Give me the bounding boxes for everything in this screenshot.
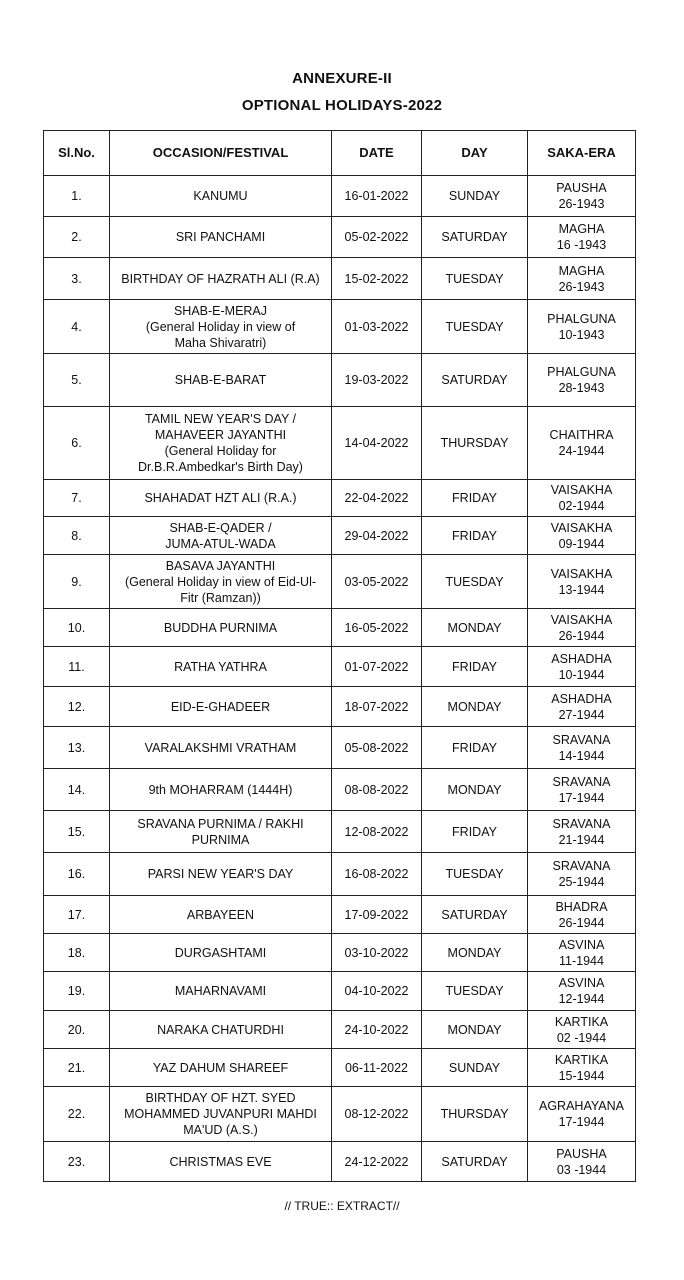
row-day: SATURDAY (422, 896, 528, 934)
row-slno: 2. (44, 217, 110, 258)
row-occasion: 9th MOHARRAM (1444H) (110, 769, 332, 811)
row-occasion: KANUMU (110, 176, 332, 217)
table-row (44, 1087, 636, 1142)
row-saka-era: BHADRA 26-1944 (528, 896, 636, 934)
row-occasion: BIRTHDAY OF HAZRATH ALI (R.A) (110, 258, 332, 300)
row-occasion: SHAB-E-QADER / JUMA-ATUL-WADA (110, 517, 332, 555)
table-row (44, 217, 636, 258)
row-slno: 3. (44, 258, 110, 300)
table-row (44, 609, 636, 647)
row-occasion: BIRTHDAY OF HZT. SYED MOHAMMED JUVANPURI MAHDI MA'UD (A.S.) (110, 1087, 332, 1142)
row-saka-era: VAISAKHA 02-1944 (528, 480, 636, 517)
table-row (44, 176, 636, 217)
row-day: SATURDAY (422, 1142, 528, 1182)
row-day: FRIDAY (422, 647, 528, 687)
row-day: MONDAY (422, 934, 528, 972)
document-title: ANNEXURE-II (292, 70, 392, 87)
row-day: SUNDAY (422, 1049, 528, 1087)
row-slno: 10. (44, 609, 110, 647)
row-slno: 16. (44, 853, 110, 896)
row-saka-era: KARTIKA 15-1944 (528, 1049, 636, 1087)
row-slno: 21. (44, 1049, 110, 1087)
row-date: 15-02-2022 (332, 258, 422, 300)
column-header-saka-era: SAKA-ERA (528, 131, 636, 176)
row-occasion: TAMIL NEW YEAR'S DAY / MAHAVEER JAYANTHI (General Holiday for Dr.B.R.Ambedkar's Birth Day) (110, 407, 332, 480)
row-date: 17-09-2022 (332, 896, 422, 934)
row-saka-era: ASVINA 12-1944 (528, 972, 636, 1011)
holidays-table (43, 130, 636, 1182)
row-slno: 20. (44, 1011, 110, 1049)
table-row (44, 811, 636, 853)
row-occasion: PARSI NEW YEAR'S DAY (110, 853, 332, 896)
row-day: TUESDAY (422, 258, 528, 300)
row-occasion: SRI PANCHAMI (110, 217, 332, 258)
row-saka-era: PAUSHA 03 -1944 (528, 1142, 636, 1182)
row-date: 05-08-2022 (332, 727, 422, 769)
row-date: 16-08-2022 (332, 853, 422, 896)
row-saka-era: SRAVANA 21-1944 (528, 811, 636, 853)
table-row (44, 896, 636, 934)
row-date: 16-01-2022 (332, 176, 422, 217)
row-saka-era: PAUSHA 26-1943 (528, 176, 636, 217)
column-header-slno: Sl.No. (44, 131, 110, 176)
table-row (44, 1142, 636, 1182)
row-slno: 17. (44, 896, 110, 934)
row-slno: 12. (44, 687, 110, 727)
column-header-date: DATE (332, 131, 422, 176)
row-occasion: SHAHADAT HZT ALI (R.A.) (110, 480, 332, 517)
table-row (44, 300, 636, 354)
row-occasion: MAHARNAVAMI (110, 972, 332, 1011)
row-day: FRIDAY (422, 727, 528, 769)
row-saka-era: MAGHA 26-1943 (528, 258, 636, 300)
row-saka-era: VAISAKHA 26-1944 (528, 609, 636, 647)
row-day: MONDAY (422, 1011, 528, 1049)
table-row (44, 934, 636, 972)
row-day: TUESDAY (422, 853, 528, 896)
table-header-row (44, 131, 636, 176)
row-day: FRIDAY (422, 811, 528, 853)
table-row (44, 555, 636, 609)
row-slno: 22. (44, 1087, 110, 1142)
row-date: 18-07-2022 (332, 687, 422, 727)
table-row (44, 853, 636, 896)
row-saka-era: AGRAHAYANA 17-1944 (528, 1087, 636, 1142)
row-slno: 5. (44, 354, 110, 407)
row-saka-era: SRAVANA 25-1944 (528, 853, 636, 896)
table-row (44, 517, 636, 555)
row-slno: 18. (44, 934, 110, 972)
row-day: THURSDAY (422, 407, 528, 480)
row-saka-era: CHAITHRA 24-1944 (528, 407, 636, 480)
row-date: 29-04-2022 (332, 517, 422, 555)
row-occasion: SHAB-E-BARAT (110, 354, 332, 407)
table-row (44, 407, 636, 480)
row-occasion: VARALAKSHMI VRATHAM (110, 727, 332, 769)
row-occasion: BUDDHA PURNIMA (110, 609, 332, 647)
row-day: SUNDAY (422, 176, 528, 217)
row-slno: 8. (44, 517, 110, 555)
table-row (44, 647, 636, 687)
row-day: SATURDAY (422, 354, 528, 407)
row-slno: 13. (44, 727, 110, 769)
row-date: 06-11-2022 (332, 1049, 422, 1087)
table-row (44, 1011, 636, 1049)
table-row (44, 480, 636, 517)
row-date: 24-12-2022 (332, 1142, 422, 1182)
row-date: 05-02-2022 (332, 217, 422, 258)
table-row (44, 1049, 636, 1087)
row-date: 22-04-2022 (332, 480, 422, 517)
row-saka-era: PHALGUNA 28-1943 (528, 354, 636, 407)
row-date: 08-08-2022 (332, 769, 422, 811)
row-occasion: NARAKA CHATURDHI (110, 1011, 332, 1049)
row-saka-era: KARTIKA 02 -1944 (528, 1011, 636, 1049)
row-saka-era: ASVINA 11-1944 (528, 934, 636, 972)
row-date: 03-10-2022 (332, 934, 422, 972)
row-day: MONDAY (422, 769, 528, 811)
row-date: 12-08-2022 (332, 811, 422, 853)
row-slno: 6. (44, 407, 110, 480)
row-occasion: YAZ DAHUM SHAREEF (110, 1049, 332, 1087)
column-header-occasion: OCCASION/FESTIVAL (110, 131, 332, 176)
footer-note: // TRUE:: EXTRACT// (284, 1199, 400, 1213)
row-slno: 23. (44, 1142, 110, 1182)
row-occasion: ARBAYEEN (110, 896, 332, 934)
table-row (44, 727, 636, 769)
row-slno: 11. (44, 647, 110, 687)
row-day: MONDAY (422, 609, 528, 647)
row-date: 16-05-2022 (332, 609, 422, 647)
row-slno: 9. (44, 555, 110, 609)
row-slno: 7. (44, 480, 110, 517)
row-occasion: SHAB-E-MERAJ (General Holiday in view of Maha Shivaratri) (110, 300, 332, 354)
table-row (44, 258, 636, 300)
row-slno: 4. (44, 300, 110, 354)
row-occasion: CHRISTMAS EVE (110, 1142, 332, 1182)
row-day: TUESDAY (422, 300, 528, 354)
row-date: 03-05-2022 (332, 555, 422, 609)
row-occasion: EID-E-GHADEER (110, 687, 332, 727)
row-day: TUESDAY (422, 555, 528, 609)
row-slno: 19. (44, 972, 110, 1011)
row-date: 19-03-2022 (332, 354, 422, 407)
row-day: SATURDAY (422, 217, 528, 258)
row-saka-era: VAISAKHA 13-1944 (528, 555, 636, 609)
row-day: FRIDAY (422, 480, 528, 517)
row-saka-era: ASHADHA 27-1944 (528, 687, 636, 727)
table-row (44, 769, 636, 811)
row-date: 04-10-2022 (332, 972, 422, 1011)
table-body (44, 176, 636, 1182)
row-occasion: DURGASHTAMI (110, 934, 332, 972)
row-date: 14-04-2022 (332, 407, 422, 480)
row-date: 08-12-2022 (332, 1087, 422, 1142)
column-header-day: DAY (422, 131, 528, 176)
row-day: THURSDAY (422, 1087, 528, 1142)
row-saka-era: MAGHA 16 -1943 (528, 217, 636, 258)
row-slno: 15. (44, 811, 110, 853)
row-date: 01-07-2022 (332, 647, 422, 687)
row-occasion: SRAVANA PURNIMA / RAKHI PURNIMA (110, 811, 332, 853)
row-day: MONDAY (422, 687, 528, 727)
table-row (44, 687, 636, 727)
row-saka-era: SRAVANA 17-1944 (528, 769, 636, 811)
row-slno: 14. (44, 769, 110, 811)
row-saka-era: SRAVANA 14-1944 (528, 727, 636, 769)
row-saka-era: VAISAKHA 09-1944 (528, 517, 636, 555)
table-row (44, 972, 636, 1011)
row-date: 01-03-2022 (332, 300, 422, 354)
row-occasion: BASAVA JAYANTHI (General Holiday in view of Eid-Ul- Fitr (Ramzan)) (110, 555, 332, 609)
row-occasion: RATHA YATHRA (110, 647, 332, 687)
row-saka-era: PHALGUNA 10-1943 (528, 300, 636, 354)
row-slno: 1. (44, 176, 110, 217)
row-day: TUESDAY (422, 972, 528, 1011)
row-saka-era: ASHADHA 10-1944 (528, 647, 636, 687)
row-date: 24-10-2022 (332, 1011, 422, 1049)
document-subtitle: OPTIONAL HOLIDAYS-2022 (241, 97, 443, 114)
row-day: FRIDAY (422, 517, 528, 555)
table-row (44, 354, 636, 407)
